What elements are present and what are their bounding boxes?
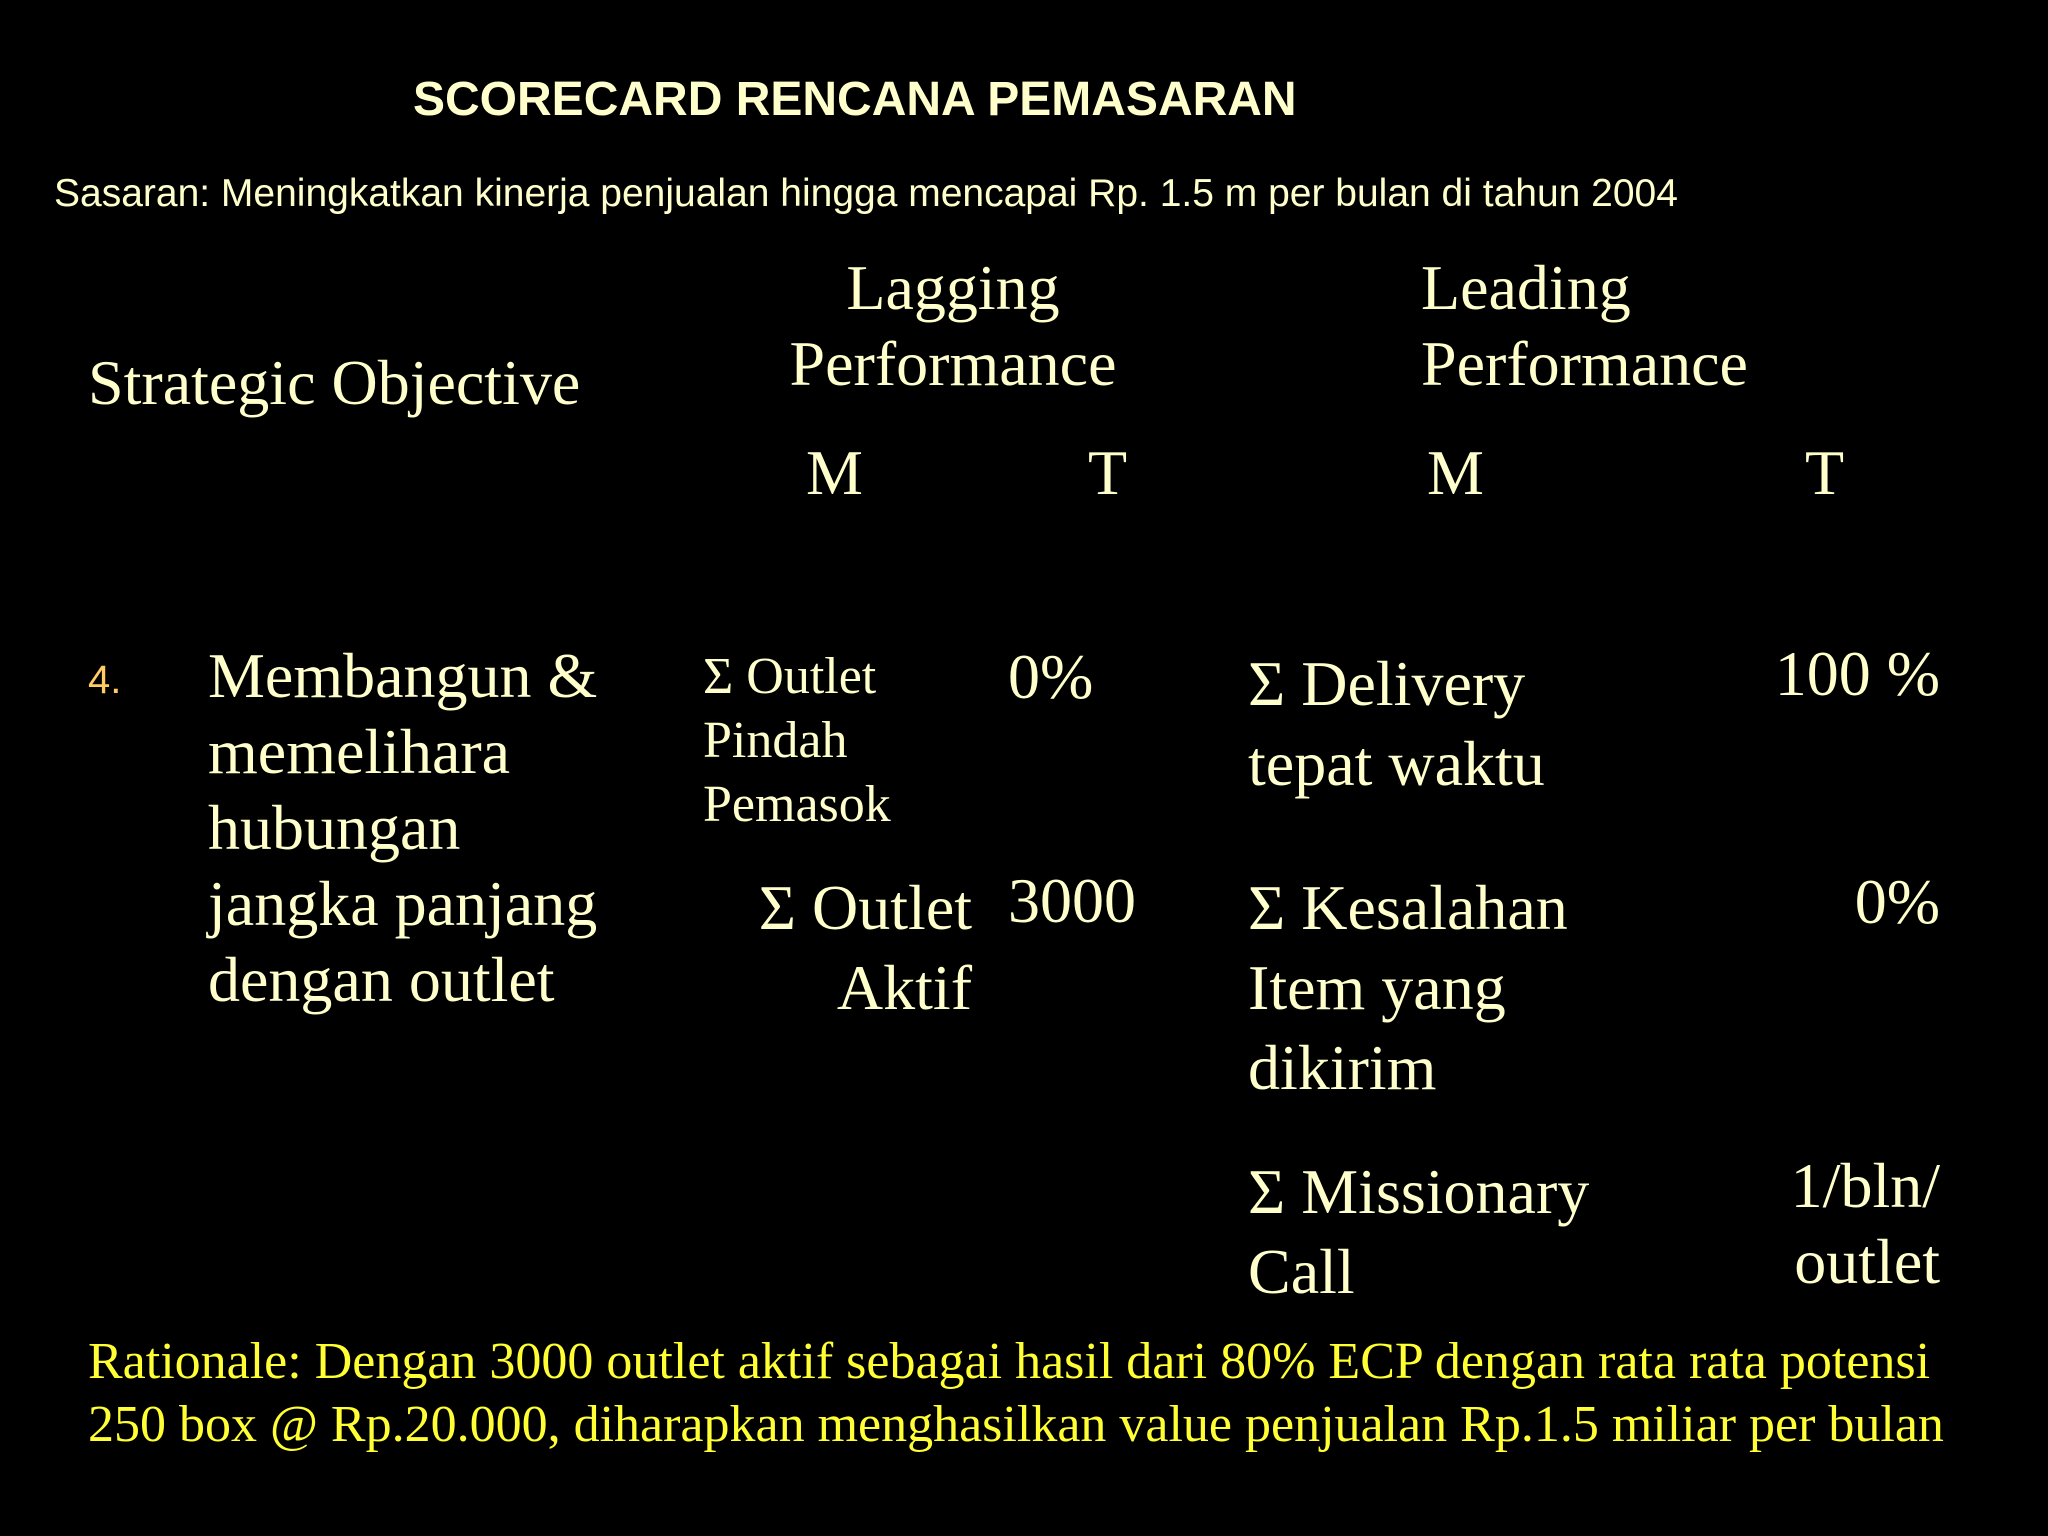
- measure-line: Σ Delivery: [1248, 648, 1526, 719]
- lagging-target-1: 0%: [1008, 641, 1094, 712]
- target-line: outlet: [1794, 1226, 1940, 1297]
- objective-line: Membangun &: [208, 640, 598, 711]
- target-line: 0%: [1854, 866, 1940, 937]
- objective-number: 4.: [88, 658, 122, 702]
- measure-line: Pemasok: [703, 776, 891, 833]
- header-lagging-line1: Lagging: [846, 252, 1060, 323]
- measure-line: Call: [1248, 1236, 1355, 1307]
- target-line: 1/bln/: [1790, 1150, 1940, 1221]
- leading-target-3: [1791, 1148, 1940, 1300]
- goal-statement: Sasaran: Meningkatkan kinerja penjualan hingga mencapai Rp. 1.5 m per bulan di tahun 2004: [54, 172, 1678, 215]
- measure-line: Σ Outlet: [758, 872, 972, 943]
- leading-measure-2: [1248, 868, 1568, 1108]
- measure-line: dikirim: [1248, 1032, 1437, 1103]
- objective-line: dengan outlet: [208, 944, 555, 1015]
- measure-line: tepat waktu: [1248, 728, 1545, 799]
- header-leading-measure: M: [1427, 437, 1484, 508]
- target-line: 100 %: [1774, 638, 1940, 709]
- measure-line: Aktif: [836, 952, 972, 1023]
- header-lagging-target: T: [1088, 437, 1128, 508]
- header-lagging-performance: [783, 250, 1123, 402]
- leading-target-1: [1775, 636, 1940, 712]
- header-lagging-measure: M: [806, 437, 863, 508]
- leading-target-2: [1855, 864, 1940, 940]
- measure-line: Σ Kesalahan: [1248, 872, 1568, 943]
- header-leading-line1: Leading: [1421, 252, 1631, 323]
- header-strategic-objective: Strategic Objective: [88, 347, 581, 418]
- slide-title: SCORECARD RENCANA PEMASARAN: [413, 73, 1297, 126]
- measure-line: Σ Missionary: [1248, 1156, 1590, 1227]
- strategic-objective-text: [208, 638, 648, 1018]
- lagging-measure-1: [703, 645, 891, 837]
- measure-line: Pindah: [703, 712, 848, 769]
- leading-measure-3: [1248, 1152, 1589, 1312]
- measure-line: Σ Outlet: [703, 648, 877, 705]
- leading-measure-1: [1248, 644, 1545, 804]
- rationale-text: Rationale: Dengan 3000 outlet aktif sebagai hasil dari 80% ECP dengan rata rata potensi 250 box @ Rp.20.000, diharapkan menghasilkan value penjualan Rp.1.5 miliar per bulan: [88, 1333, 1944, 1453]
- header-leading-performance: [1421, 250, 1748, 402]
- header-leading-line2: Performance: [1421, 328, 1748, 399]
- measure-line: Item yang: [1248, 952, 1506, 1023]
- lagging-target-2: 3000: [1008, 865, 1136, 936]
- lagging-measure-2: [740, 868, 972, 1028]
- objective-line: memelihara: [208, 716, 511, 787]
- objective-line: jangka panjang: [208, 868, 598, 939]
- header-lagging-line2: Performance: [789, 328, 1117, 399]
- objective-line: hubungan: [208, 792, 461, 863]
- header-leading-target: T: [1805, 437, 1845, 508]
